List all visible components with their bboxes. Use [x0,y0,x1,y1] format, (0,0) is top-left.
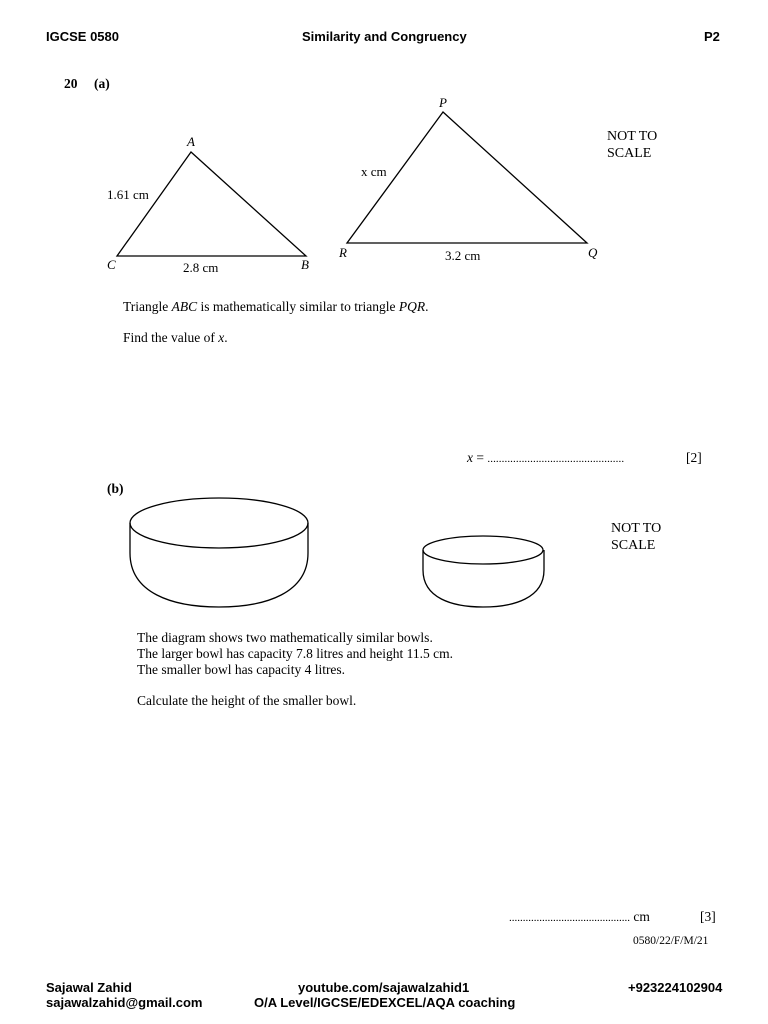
vertex-p-label: P [439,95,447,110]
question-number: 20 [64,76,78,91]
part-b-line-3: The smaller bowl has capacity 4 litres. [137,662,346,677]
header-topic: Similarity and Congruency [302,29,467,44]
part-a-task [123,330,228,346]
answer-eq: = [473,450,488,465]
statement-abc: ABC [171,299,198,314]
answer-var: x [467,450,473,465]
header-course: IGCSE 0580 [46,29,119,44]
large-bowl [130,498,308,607]
not-to-scale-b [611,520,661,554]
part-a-answer-line[interactable] [467,450,624,466]
side-ac-label: 1.61 cm [107,187,149,202]
part-b-description [137,630,453,678]
part-b-marks: [3] [700,909,716,924]
statement-mid: is mathematically similar to triangle [197,299,399,314]
footer-phone: +923224102904 [628,980,723,995]
task-pre: Find the value of [123,330,219,345]
task-var: x [218,330,225,345]
part-b-line-2: The larger bowl has capacity 7.8 litres and height 11.5 cm. [137,646,454,661]
vertex-r-label: R [339,245,347,260]
not-to-scale-a-line1: NOT TO [607,129,658,144]
vertex-c-label: C [107,257,116,272]
part-b-task: Calculate the height of the smaller bowl. [137,693,357,708]
vertex-a-label: A [187,134,195,149]
not-to-scale-b-line2: SCALE [611,538,656,553]
paper-reference: 0580/22/F/M/21 [633,935,709,947]
part-a-label: (a) [94,76,110,91]
footer-name: Sajawal Zahid [46,980,132,995]
footer-coaching: O/A Level/IGCSE/EDEXCEL/AQA coaching [254,995,516,1010]
side-cb-label: 2.8 cm [183,260,219,275]
statement-end: . [425,299,429,314]
answer-b-dots[interactable]: ............................................ [509,912,630,924]
footer-youtube[interactable]: youtube.com/sajawalzahid1 [298,980,470,995]
vertex-q-label: Q [588,245,598,260]
vertex-b-label: B [301,257,309,272]
answer-a-dots[interactable]: ................................................ [487,453,625,465]
triangle-abc [117,152,306,256]
side-rp-label: x cm [361,164,387,179]
statement-pre: Triangle [123,299,172,314]
not-to-scale-b-line1: NOT TO [611,521,662,536]
part-b-answer-line[interactable] [509,909,650,925]
small-bowl [423,536,544,607]
footer-email[interactable]: sajawalzahid@gmail.com [46,995,203,1010]
part-b-label: (b) [107,481,124,496]
answer-b-unit: cm [633,909,650,924]
part-b-line-1: The diagram shows two mathematically similar bowls. [137,630,433,645]
task-end: . [224,330,228,345]
part-a-marks: [2] [686,450,702,465]
statement-pqr: PQR [398,299,426,314]
side-rq-label: 3.2 cm [445,248,481,263]
header-paper: P2 [704,29,720,44]
not-to-scale-a [607,128,657,162]
part-a-statement [123,299,428,315]
not-to-scale-a-line2: SCALE [607,146,652,161]
